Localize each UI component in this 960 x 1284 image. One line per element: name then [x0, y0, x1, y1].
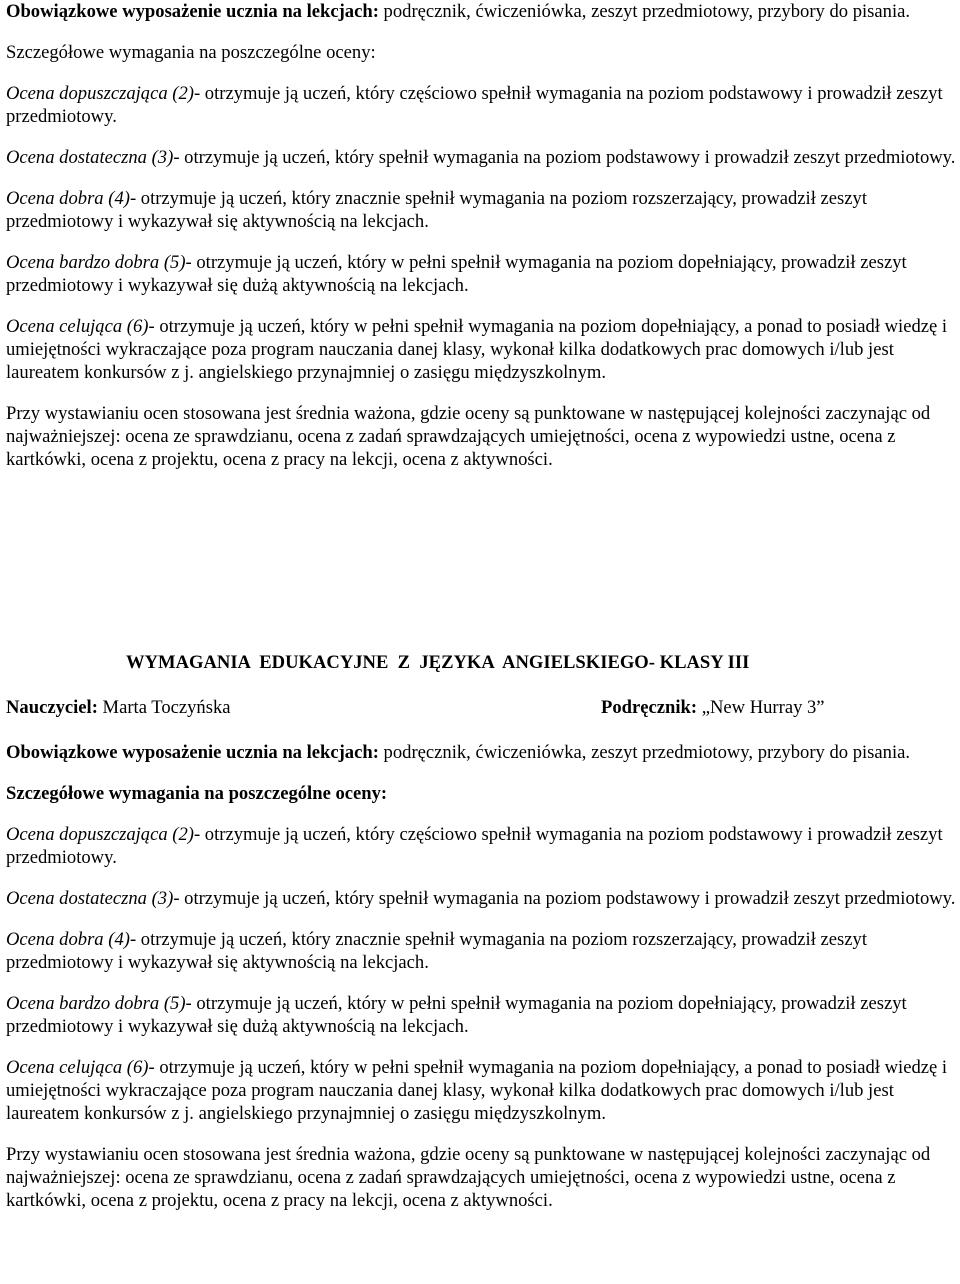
- equipment-paragraph: [6, 0, 956, 23]
- grade-text: - otrzymuje ją uczeń, który w pełni spełnił wymagania na poziom dopełniający, prowadził zeszyt przedmiotowy i wykazywał się dużą aktywnością na lekcjach.: [6, 252, 907, 296]
- textbook-name: „New Hurray 3”: [697, 697, 825, 718]
- section-title: WYMAGANIA EDUKACYJNE Z JĘZYKA ANGIELSKIEGO- KLASY III: [126, 652, 750, 673]
- grade-text: - otrzymuje ją uczeń, który znacznie spełnił wymagania na poziom rozszerzający, prowadził zeszyt przedmiotowy i wykazywał się aktywnością na lekcjach.: [6, 188, 867, 232]
- grade-4-paragraph: [6, 187, 956, 233]
- teacher-textbook-row: [6, 696, 956, 719]
- grade-text: - otrzymuje ją uczeń, który w pełni spełnił wymagania na poziom dopełniający, a ponad to posiadł wiedzę i umiejętności wykraczające poza program nauczania danej klasy, wykonał kilka dodatkowych prac domowych i/lub jest laureatem konkursów z j. angielskiego przynajmniej o zasięgu międzyszkolnym.: [6, 316, 948, 383]
- grade-text: - otrzymuje ją uczeń, który w pełni spełnił wymagania na poziom dopełniający, prowadził zeszyt przedmiotowy i wykazywał się dużą aktywnością na lekcjach.: [6, 993, 907, 1037]
- equipment-text: podręcznik, ćwiczeniówka, zeszyt przedmiotowy, przybory do pisania.: [378, 1, 911, 22]
- grade-text: - otrzymuje ją uczeń, który znacznie spełnił wymagania na poziom rozszerzający, prowadził zeszyt przedmiotowy i wykazywał się aktywnością na lekcjach.: [6, 929, 867, 973]
- grade-text: - otrzymuje ją uczeń, który spełnił wymagania na poziom podstawowy i prowadził zeszyt przedmiotowy.: [173, 147, 956, 168]
- grade-name: Ocena dopuszczająca (2): [6, 83, 194, 104]
- grade-name: Ocena celująca (6): [6, 316, 149, 337]
- teacher-name: Marta Toczyńska: [97, 697, 231, 718]
- grade-2-paragraph: [6, 82, 956, 128]
- grade-name: Ocena dobra (4): [6, 188, 130, 209]
- grade-3-paragraph: [6, 146, 956, 169]
- document-page: [6, 0, 956, 489]
- equipment-label: Obowiązkowe wyposażenie ucznia na lekcjach:: [6, 1, 379, 22]
- grade-text: - otrzymuje ją uczeń, który w pełni spełnił wymagania na poziom dopełniający, a ponad to posiadł wiedzę i umiejętności wykraczające poza program nauczania danej klasy, wykonał kilka dodatkowych prac domowych i/lub jest laureatem konkursów z j. angielskiego przynajmniej o zasięgu międzyszkolnym.: [6, 1057, 948, 1124]
- grade-6-paragraph: [6, 315, 956, 384]
- grade-name: Ocena dopuszczająca (2): [6, 824, 194, 845]
- grade-2-paragraph: [6, 823, 956, 869]
- textbook-label: Podręcznik:: [601, 697, 698, 718]
- grade-5-paragraph: [6, 992, 956, 1038]
- requirements-heading: Szczegółowe wymagania na poszczególne oceny:: [6, 783, 388, 804]
- grade-name: Ocena bardzo dobra (5): [6, 993, 186, 1014]
- textbook-info: [601, 696, 825, 719]
- grade-5-paragraph: [6, 251, 956, 297]
- teacher-info: [6, 696, 231, 719]
- grade-text: - otrzymuje ją uczeń, który częściowo spełnił wymagania na poziom podstawowy i prowadził zeszyt przedmiotowy.: [6, 824, 943, 868]
- grade-6-paragraph: [6, 1056, 956, 1125]
- equipment-paragraph: [6, 741, 956, 764]
- equipment-text: podręcznik, ćwiczeniówka, zeszyt przedmiotowy, przybory do pisania.: [378, 742, 911, 763]
- weighted-average-note: Przy wystawianiu ocen stosowana jest średnia ważona, gdzie oceny są punktowane w następującej kolejności zaczynając od najważniejszej: ocena ze sprawdzianu, ocena z zadań sprawdzających umiejętności, ocena z wypowiedzi ustne, ocena z kartkówki, ocena z projektu, ocena z pracy na lekcji, ocena z aktywności.: [6, 403, 931, 470]
- grade-name: Ocena dobra (4): [6, 929, 130, 950]
- grade-text: - otrzymuje ją uczeń, który spełnił wymagania na poziom podstawowy i prowadził zeszyt przedmiotowy.: [173, 888, 956, 909]
- weighted-average-note: Przy wystawianiu ocen stosowana jest średnia ważona, gdzie oceny są punktowane w następującej kolejności zaczynając od najważniejszej: ocena ze sprawdzianu, ocena z zadań sprawdzających umiejętności, ocena z wypowiedzi ustne, ocena z kartkówki, ocena z projektu, ocena z pracy na lekcji, ocena z aktywności.: [6, 1144, 931, 1211]
- grade-4-paragraph: [6, 928, 956, 974]
- teacher-label: Nauczyciel:: [6, 697, 98, 718]
- requirements-heading: Szczegółowe wymagania na poszczególne oceny:: [6, 42, 376, 63]
- grade-name: Ocena dostateczna (3): [6, 888, 174, 909]
- grade-name: Ocena celująca (6): [6, 1057, 149, 1078]
- grade-3-paragraph: [6, 887, 956, 910]
- grade-text: - otrzymuje ją uczeń, który częściowo spełnił wymagania na poziom podstawowy i prowadził zeszyt przedmiotowy.: [6, 83, 943, 127]
- document-section-2: [6, 741, 956, 1230]
- equipment-label: Obowiązkowe wyposażenie ucznia na lekcjach:: [6, 742, 379, 763]
- grade-name: Ocena bardzo dobra (5): [6, 252, 186, 273]
- grade-name: Ocena dostateczna (3): [6, 147, 174, 168]
